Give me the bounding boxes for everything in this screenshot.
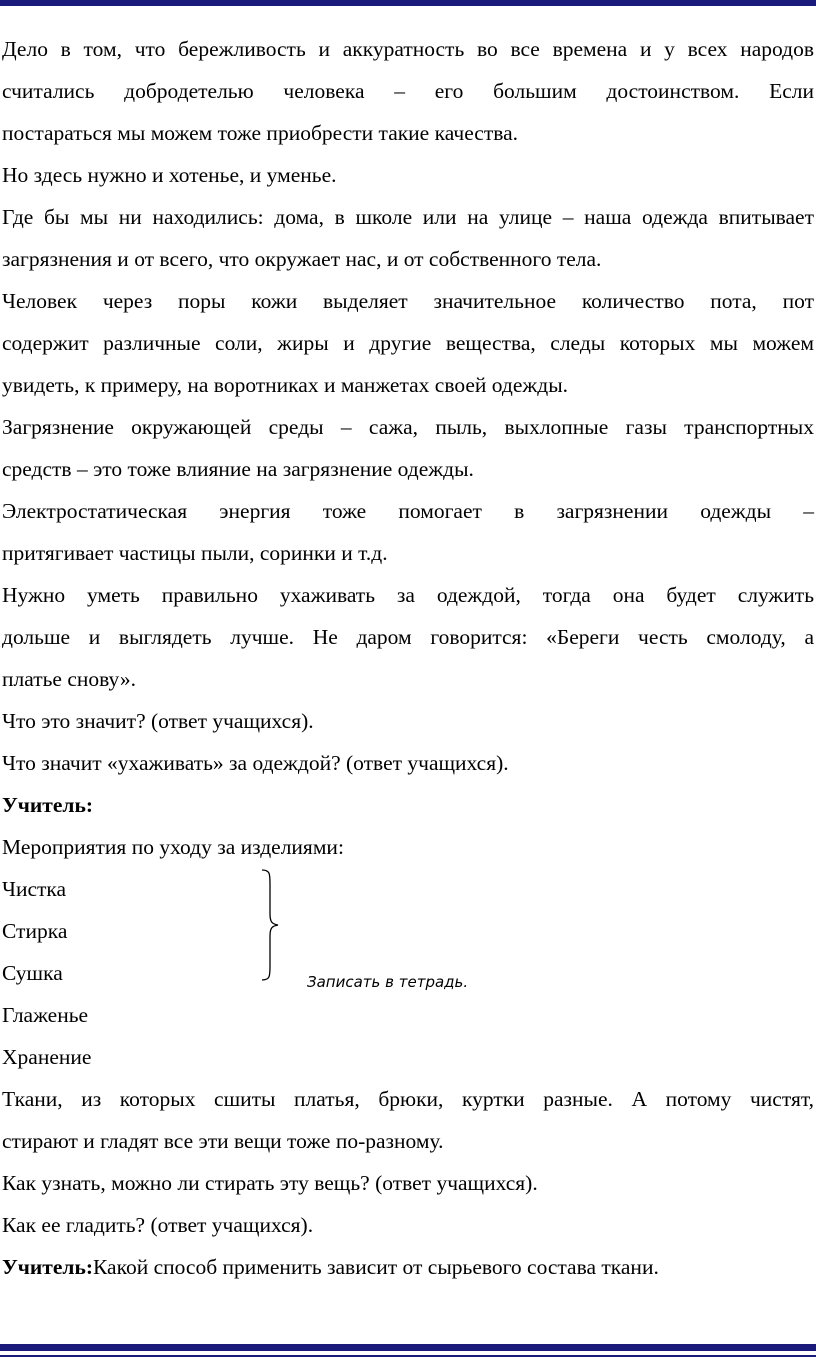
paragraph-line: платье снову». (2, 667, 136, 691)
bottom-border-thin (0, 1355, 816, 1357)
paragraph-line: Где бы мы ни находились: дома, в школе или на улице – наша одежда впитывает (2, 205, 814, 229)
paragraph-line: дольше и выглядеть лучше. Не даром говорится: «Береги честь смолоду, а (2, 625, 814, 649)
list-item: Хранение (2, 1045, 92, 1069)
paragraph-line: увидеть, к примеру, на воротниках и манжетах своей одежды. (2, 373, 569, 397)
paragraph-line: Что это значит? (ответ учащихся). (2, 709, 314, 733)
paragraph-line: притягивает частицы пыли, соринки и т.д. (2, 541, 388, 565)
teacher-label: Учитель: (2, 1255, 93, 1279)
list-item: Чистка (2, 877, 67, 901)
list-item: Стирка (2, 919, 68, 943)
paragraph-line: стирают и гладят все эти вещи тоже по-разному. (2, 1129, 444, 1153)
final-text: Какой способ применить зависит от сырьевого состава ткани. (93, 1255, 659, 1279)
paragraph-line: средств – это тоже влияние на загрязнение одежды. (2, 457, 474, 481)
paragraph-line: Нужно уметь правильно ухаживать за одеждой, тогда она будет служить (2, 583, 814, 607)
paragraph-line: считались добродетелью человека – его большим достоинством. Если (2, 79, 814, 103)
top-border (0, 0, 816, 6)
final-line (2, 1252, 814, 1282)
bottom-border (0, 1344, 816, 1351)
curly-brace-icon (258, 868, 288, 982)
list-item: Глаженье (2, 1003, 89, 1027)
paragraph-line: Электростатическая энергия тоже помогает в загрязнении одежды – (2, 499, 814, 523)
note-text: Записать в тетрадь. (307, 973, 469, 991)
paragraph-line: Мероприятия по уходу за изделиями: (2, 835, 344, 859)
paragraph-line: загрязнения и от всего, что окружает нас, и от собственного тела. (2, 247, 602, 271)
paragraph-line: Как ее гладить? (ответ учащихся). (2, 1213, 314, 1237)
list-item: Сушка (2, 961, 63, 985)
paragraph-line: Но здесь нужно и хотенье, и уменье. (2, 163, 337, 187)
paragraph-line: Что значит «ухаживать» за одеждой? (ответ учащихся). (2, 751, 509, 775)
paragraph-line: Как узнать, можно ли стирать эту вещь? (ответ учащихся). (2, 1171, 538, 1195)
paragraph-line: постараться мы можем тоже приобрести такие качества. (2, 121, 519, 145)
paragraph-line: Загрязнение окружающей среды – сажа, пыль, выхлопные газы транспортных (2, 415, 814, 439)
paragraph-line: Дело в том, что бережливость и аккуратность во все времена и у всех народов (2, 37, 814, 61)
paragraph-line: содержит различные соли, жиры и другие вещества, следы которых мы можем (2, 331, 814, 355)
paragraph-line: Ткани, из которых сшиты платья, брюки, куртки разные. А потому чистят, (2, 1087, 814, 1111)
teacher-label: Учитель: (2, 793, 93, 817)
paragraph-line: Человек через поры кожи выделяет значительное количество пота, пот (2, 289, 814, 313)
